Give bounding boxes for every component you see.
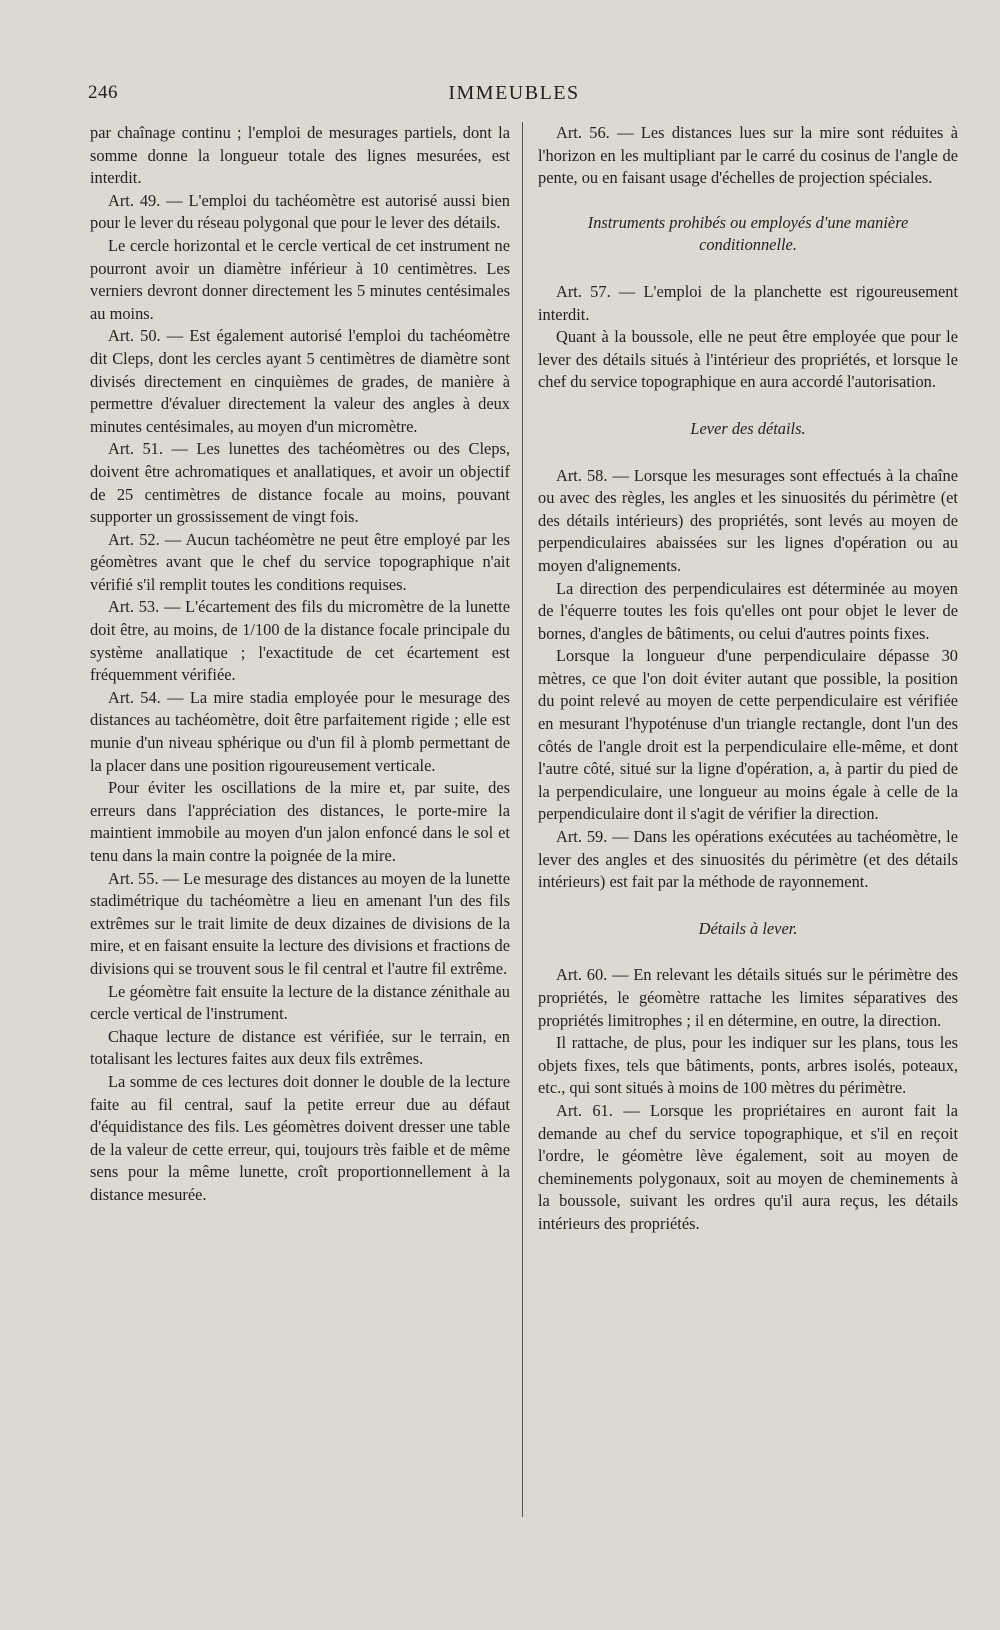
- paragraph: Art. 59. — Dans les opérations exécutées au tachéomètre, le lever des angles et des sinuosités du périmètre (et des détails intérieurs) est fait par la méthode de rayonnement.: [538, 827, 958, 892]
- paragraph: Art. 51. — Les lunettes des tachéomètres ou des Cleps, doivent être achromatiques et anallatiques, et avoir un objectif de 25 centimètres de distance focale au moins, pouvant supporter un grossissement de vingt fois.: [90, 439, 510, 527]
- paragraph: Quant à la boussole, elle ne peut être employée que pour le lever des détails situés à l'intérieur des propriétés, et lorsque le chef du service topographique en aura accordé l'autorisation.: [538, 327, 958, 392]
- paragraph: Art. 55. — Le mesurage des distances au moyen de la lunette stadimétrique du tachéomètre a lieu en amenant l'un des fils extrêmes sur le trait limite de deux dizaines de divisions de la mire, et en faisant ensuite la lecture des divisions et fractions de divisions qui se trouvent sous le fil central et l'autre fil extrême.: [90, 868, 510, 978]
- paragraph: Art. 52. — Aucun tachéomètre ne peut être employé par les géomètres avant que le chef du service topographique n'ait vérifié s'il remplit toutes les conditions requises.: [90, 529, 510, 594]
- paragraph: par chaînage continu ; l'emploi de mesurages partiels, dont la somme donne la longueur totale des lignes mesurées, est interdit.: [90, 123, 510, 188]
- paragraph: Art. 61. — Lorsque les propriétaires en auront fait la demande au chef du service topographique, et s'il en reçoit l'ordre, le géomètre lève également, soit au moyen de cheminements polygonaux, soit au moyen de cheminements à la boussole, suivant les ordres qu'il aura reçus, les détails intérieurs des propriétés.: [538, 1100, 958, 1233]
- left-column: [90, 122, 510, 1207]
- section-heading: Instruments prohibés ou employés d'une manière conditionnelle.: [587, 212, 909, 255]
- paragraph: Art. 56. — Les distances lues sur la mire sont réduites à l'horizon en les multipliant par le carré du cosinus de l'angle de pente, ou en faisant usage d'échelles de projection spéciales.: [538, 123, 958, 188]
- paragraph: Art. 54. — La mire stadia employée pour le mesurage des distances au tachéomètre, doit être parfaitement rigide ; elle est munie d'un niveau sphérique ou d'un fil à plomb permettant de la placer dans une position rigoureusement verticale.: [90, 687, 510, 775]
- paragraph: Pour éviter les oscillations de la mire et, par suite, des erreurs dans l'appréciation des distances, le porte-mire la maintient immobile au moyen d'un jalon enfoncé dans le sol et tenu dans la main contre la poignée de la mire.: [90, 778, 510, 865]
- paragraph: Art. 60. — En relevant les détails situés sur le périmètre des propriétés, le géomètre rattache les limites séparatives des propriétés limitrophes ; il en détermine, en outre, la direction.: [538, 965, 958, 1030]
- paragraph: Le géomètre fait ensuite la lecture de la distance zénithale au cercle vertical de l'instrument.: [90, 981, 510, 1024]
- paragraph: Art. 58. — Lorsque les mesurages sont effectués à la chaîne ou avec des règles, les angles et les sinuosités du périmètre (et des détails intérieurs) des propriétés, sont levés au moyen de perpendiculaires abaissées sur les lignes d'opération ou au moyen d'alignements.: [538, 465, 958, 575]
- paragraph: Il rattache, de plus, pour les indiquer sur les plans, tous les objets fixes, tels que bâtiments, ponts, arbres isolés, poteaux, etc., qui sont situés à moins de 100 mètres du périmètre.: [538, 1033, 958, 1098]
- running-head: IMMEUBLES: [448, 82, 580, 104]
- section-heading: Lever des détails.: [690, 418, 806, 438]
- paragraph: Le cercle horizontal et le cercle vertical de cet instrument ne pourront avoir un diamètre inférieur à 10 centimètres. Les verniers devront donner directement les 5 minutes centésimales au moins.: [90, 235, 510, 323]
- right-column: [538, 122, 958, 1236]
- paragraph: Art. 50. — Est également autorisé l'emploi du tachéomètre dit Cleps, dont les cercles ayant 5 centimètres de diamètre sont divisés directement en cinquièmes de grades, de manière à permettre d'évaluer directement la valeur des angles à deux minutes centésimales, au moyen d'un micromètre.: [90, 326, 510, 436]
- page-number: 246: [88, 82, 118, 103]
- paragraph: Art. 57. — L'emploi de la planchette est rigoureusement interdit.: [538, 281, 958, 324]
- paragraph: Lorsque la longueur d'une perpendiculaire dépasse 30 mètres, ce que l'on doit éviter autant que possible, la position du point relevé au moyen de cette perpendiculaire est vérifiée en mesurant l'hypoténuse d'un triangle rectangle, dont l'un des côtés de l'angle droit est la perpendiculaire elle-même, et dont l'autre côté, situé sur la ligne d'opération, a, à partir du pied de la perpendiculaire, une longueur au moins égale à celle de la perpendiculaire dont il s'agit de vérifier la direction.: [538, 646, 958, 824]
- section-heading: Détails à lever.: [698, 918, 798, 938]
- paragraph: Chaque lecture de distance est vérifiée, sur le terrain, en totalisant les lectures faites aux deux fils extrêmes.: [90, 1026, 510, 1069]
- paragraph: Art. 53. — L'écartement des fils du micromètre de la lunette doit être, au moins, de 1/100 de la distance focale principale du système anallatique ; l'exactitude de cet écartement est fréquemment vérifiée.: [90, 597, 510, 685]
- page-header: [88, 82, 940, 112]
- paragraph: La somme de ces lectures doit donner le double de la lecture faite au fil central, sauf la petite erreur due au défaut d'équidistance des fils. Les géomètres doivent dresser une table de la valeur de cette erreur, qui, toujours très faible et de même sens pour la même lunette, croît proportionnellement à la distance mesurée.: [90, 1071, 510, 1204]
- paragraph: Art. 49. — L'emploi du tachéomètre est autorisé aussi bien pour le lever du réseau polygonal que pour le lever des détails.: [90, 190, 510, 233]
- paragraph: La direction des perpendiculaires est déterminée au moyen de l'équerre toutes les fois qu'elles ont pour objet le lever de bornes, d'angles de bâtiments, ou celui d'autres points fixes.: [538, 578, 958, 643]
- column-divider: [522, 122, 523, 1517]
